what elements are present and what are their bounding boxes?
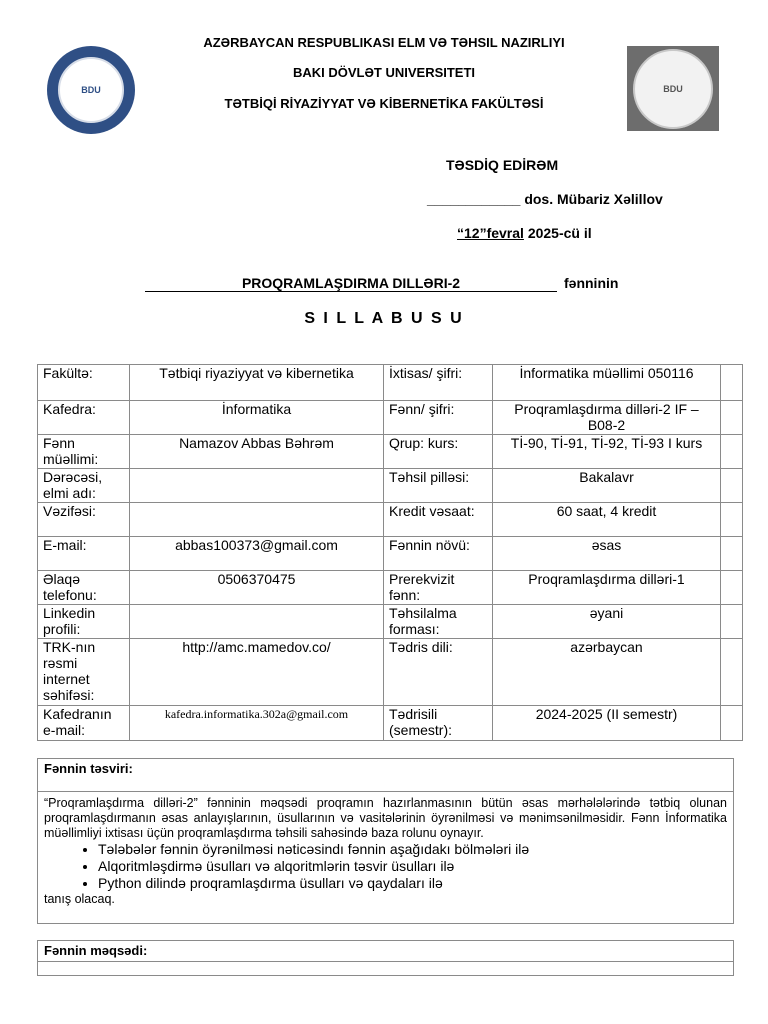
table-row: [38, 537, 743, 571]
row-label-2: Tədrisili (semestr):: [384, 706, 493, 741]
row-label: Fakültə:: [38, 365, 130, 401]
description-bullet-list: [38, 841, 733, 892]
row-value: kafedra.informatika.302a@gmail.com: [130, 706, 384, 741]
row-empty-cell: [721, 706, 743, 741]
table-row: [38, 605, 743, 639]
row-value: [130, 605, 384, 639]
row-empty-cell: [721, 605, 743, 639]
row-value: [130, 503, 384, 537]
row-value-2: Proqramlaşdırma dilləri-2 IF – B08-2: [493, 401, 721, 435]
goal-title: Fənnin məqsədi:: [38, 941, 733, 962]
signature-line: ____________: [427, 191, 521, 207]
table-row: [38, 571, 743, 605]
university-seal: [47, 46, 135, 134]
table-row: [38, 365, 743, 401]
description-title: Fənnin təsviri:: [38, 759, 733, 792]
description-box: [37, 758, 734, 924]
row-label: TRK-nın rəsmi internet səhifəsi:: [38, 639, 130, 706]
ministry-title: AZƏRBAYCAN RESPUBLIKASI ELM VƏ TƏHSIL NAZIRLIYI: [203, 35, 565, 50]
row-label-2: Fənn/ şifri:: [384, 401, 493, 435]
row-value: abbas100373@gmail.com: [130, 537, 384, 571]
subject-name: PROQRAMLAŞDIRMA DILLƏRI-2: [145, 275, 557, 292]
table-row: [38, 706, 743, 741]
row-value-2: 60 saat, 4 kredit: [493, 503, 721, 537]
row-label-2: Fənnin növü:: [384, 537, 493, 571]
faculty-logo: [627, 46, 719, 131]
approval-date: [457, 225, 592, 241]
goal-box: [37, 940, 734, 976]
row-empty-cell: [721, 639, 743, 706]
approval-signature: [427, 191, 663, 207]
row-label-2: Təhsilalma forması:: [384, 605, 493, 639]
row-empty-cell: [721, 401, 743, 435]
row-label: Fənn müəllimi:: [38, 435, 130, 469]
row-value: Namazov Abbas Bəhrəm: [130, 435, 384, 469]
row-value-2: 2024-2025 (II semestr): [493, 706, 721, 741]
row-empty-cell: [721, 469, 743, 503]
table-row: [38, 401, 743, 435]
row-value-2: əsas: [493, 537, 721, 571]
approval-title: TƏSDİQ EDİRƏM: [446, 157, 559, 173]
row-label: Kafedranın e-mail:: [38, 706, 130, 741]
document-title: S I L L A B U S U: [304, 310, 464, 327]
row-label-2: Qrup: kurs:: [384, 435, 493, 469]
table-row: [38, 469, 743, 503]
row-label: Linkedin profili:: [38, 605, 130, 639]
row-value-2: əyani: [493, 605, 721, 639]
logo-emblem: [633, 49, 713, 129]
row-label-2: İxtisas/ şifri:: [384, 365, 493, 401]
list-item: • Python dilində proqramlaşdırma üsulları və qaydaları ilə: [98, 875, 733, 892]
list-item: • Alqoritmləşdirmə üsulları və alqoritmlərin təsvir üsulları ilə: [98, 858, 733, 875]
approval-date-day: “12”fevral: [457, 225, 524, 241]
row-value-2: Proqramlaşdırma dilləri-1: [493, 571, 721, 605]
row-label-2: Tədris dili:: [384, 639, 493, 706]
description-paragraph: “Proqramlaşdırma dilləri-2” fənninin məqsədi proqramın hazırlanmasının bütün əsas mərhələlərində tətbiq olunan proqramlaşdırmanın əsas anlayışlarının, üsullarının və vasitələrinin öyrənilməsi və mənimsənilməsidir. Fənn İnformatika müəllimliyi ixtisası üçün proqramlaşdırma təhsili sahəsində baza rolunu oynayır.: [44, 796, 727, 840]
row-value: Tətbiqi riyaziyyat və kibernetika: [130, 365, 384, 401]
syllabus-info-table: [37, 364, 743, 741]
row-empty-cell: [721, 537, 743, 571]
approval-date-year: 2025-cü il: [527, 225, 592, 241]
row-value: http://amc.mamedov.co/: [130, 639, 384, 706]
faculty-title: TƏTBİQİ RİYAZİYYAT VƏ KİBERNETİKA FAKÜLTƏSİ: [224, 96, 544, 111]
logo-text: BDU: [663, 83, 683, 94]
row-label: Vəzifəsi:: [38, 503, 130, 537]
row-value: [130, 469, 384, 503]
row-empty-cell: [721, 435, 743, 469]
row-value-2: İnformatika müəllimi 050116: [493, 365, 721, 401]
table-row: [38, 639, 743, 706]
row-label-2: Təhsil pilləsi:: [384, 469, 493, 503]
university-title: BAKI DÖVLƏT UNIVERSITETI: [292, 65, 476, 80]
description-closing: tanış olacaq.: [44, 892, 115, 906]
seal-text: BDU: [81, 85, 101, 95]
row-label: Əlaqə telefonu:: [38, 571, 130, 605]
subject-suffix: fənninin: [564, 275, 619, 291]
table-row: [38, 435, 743, 469]
seal-emblem: [58, 57, 124, 123]
row-value: 0506370475: [130, 571, 384, 605]
row-value: İnformatika: [130, 401, 384, 435]
row-value-2: azərbaycan: [493, 639, 721, 706]
row-empty-cell: [721, 571, 743, 605]
row-label: E-mail:: [38, 537, 130, 571]
row-label: Dərəcəsi, elmi adı:: [38, 469, 130, 503]
row-value-2: Bakalavr: [493, 469, 721, 503]
signer-name: dos. Mübariz Xəlillov: [524, 191, 663, 207]
row-label: Kafedra:: [38, 401, 130, 435]
row-empty-cell: [721, 365, 743, 401]
row-value-2: Tİ-90, Tİ-91, Tİ-92, Tİ-93 I kurs: [493, 435, 721, 469]
row-empty-cell: [721, 503, 743, 537]
row-label-2: Prerekvizit fənn:: [384, 571, 493, 605]
list-item: • Tələbələr fənnin öyrənilməsi nəticəsindı fənnin aşağıdakı bölmələri ilə: [98, 841, 733, 858]
row-label-2: Kredit vəsaat:: [384, 503, 493, 537]
table-row: [38, 503, 743, 537]
